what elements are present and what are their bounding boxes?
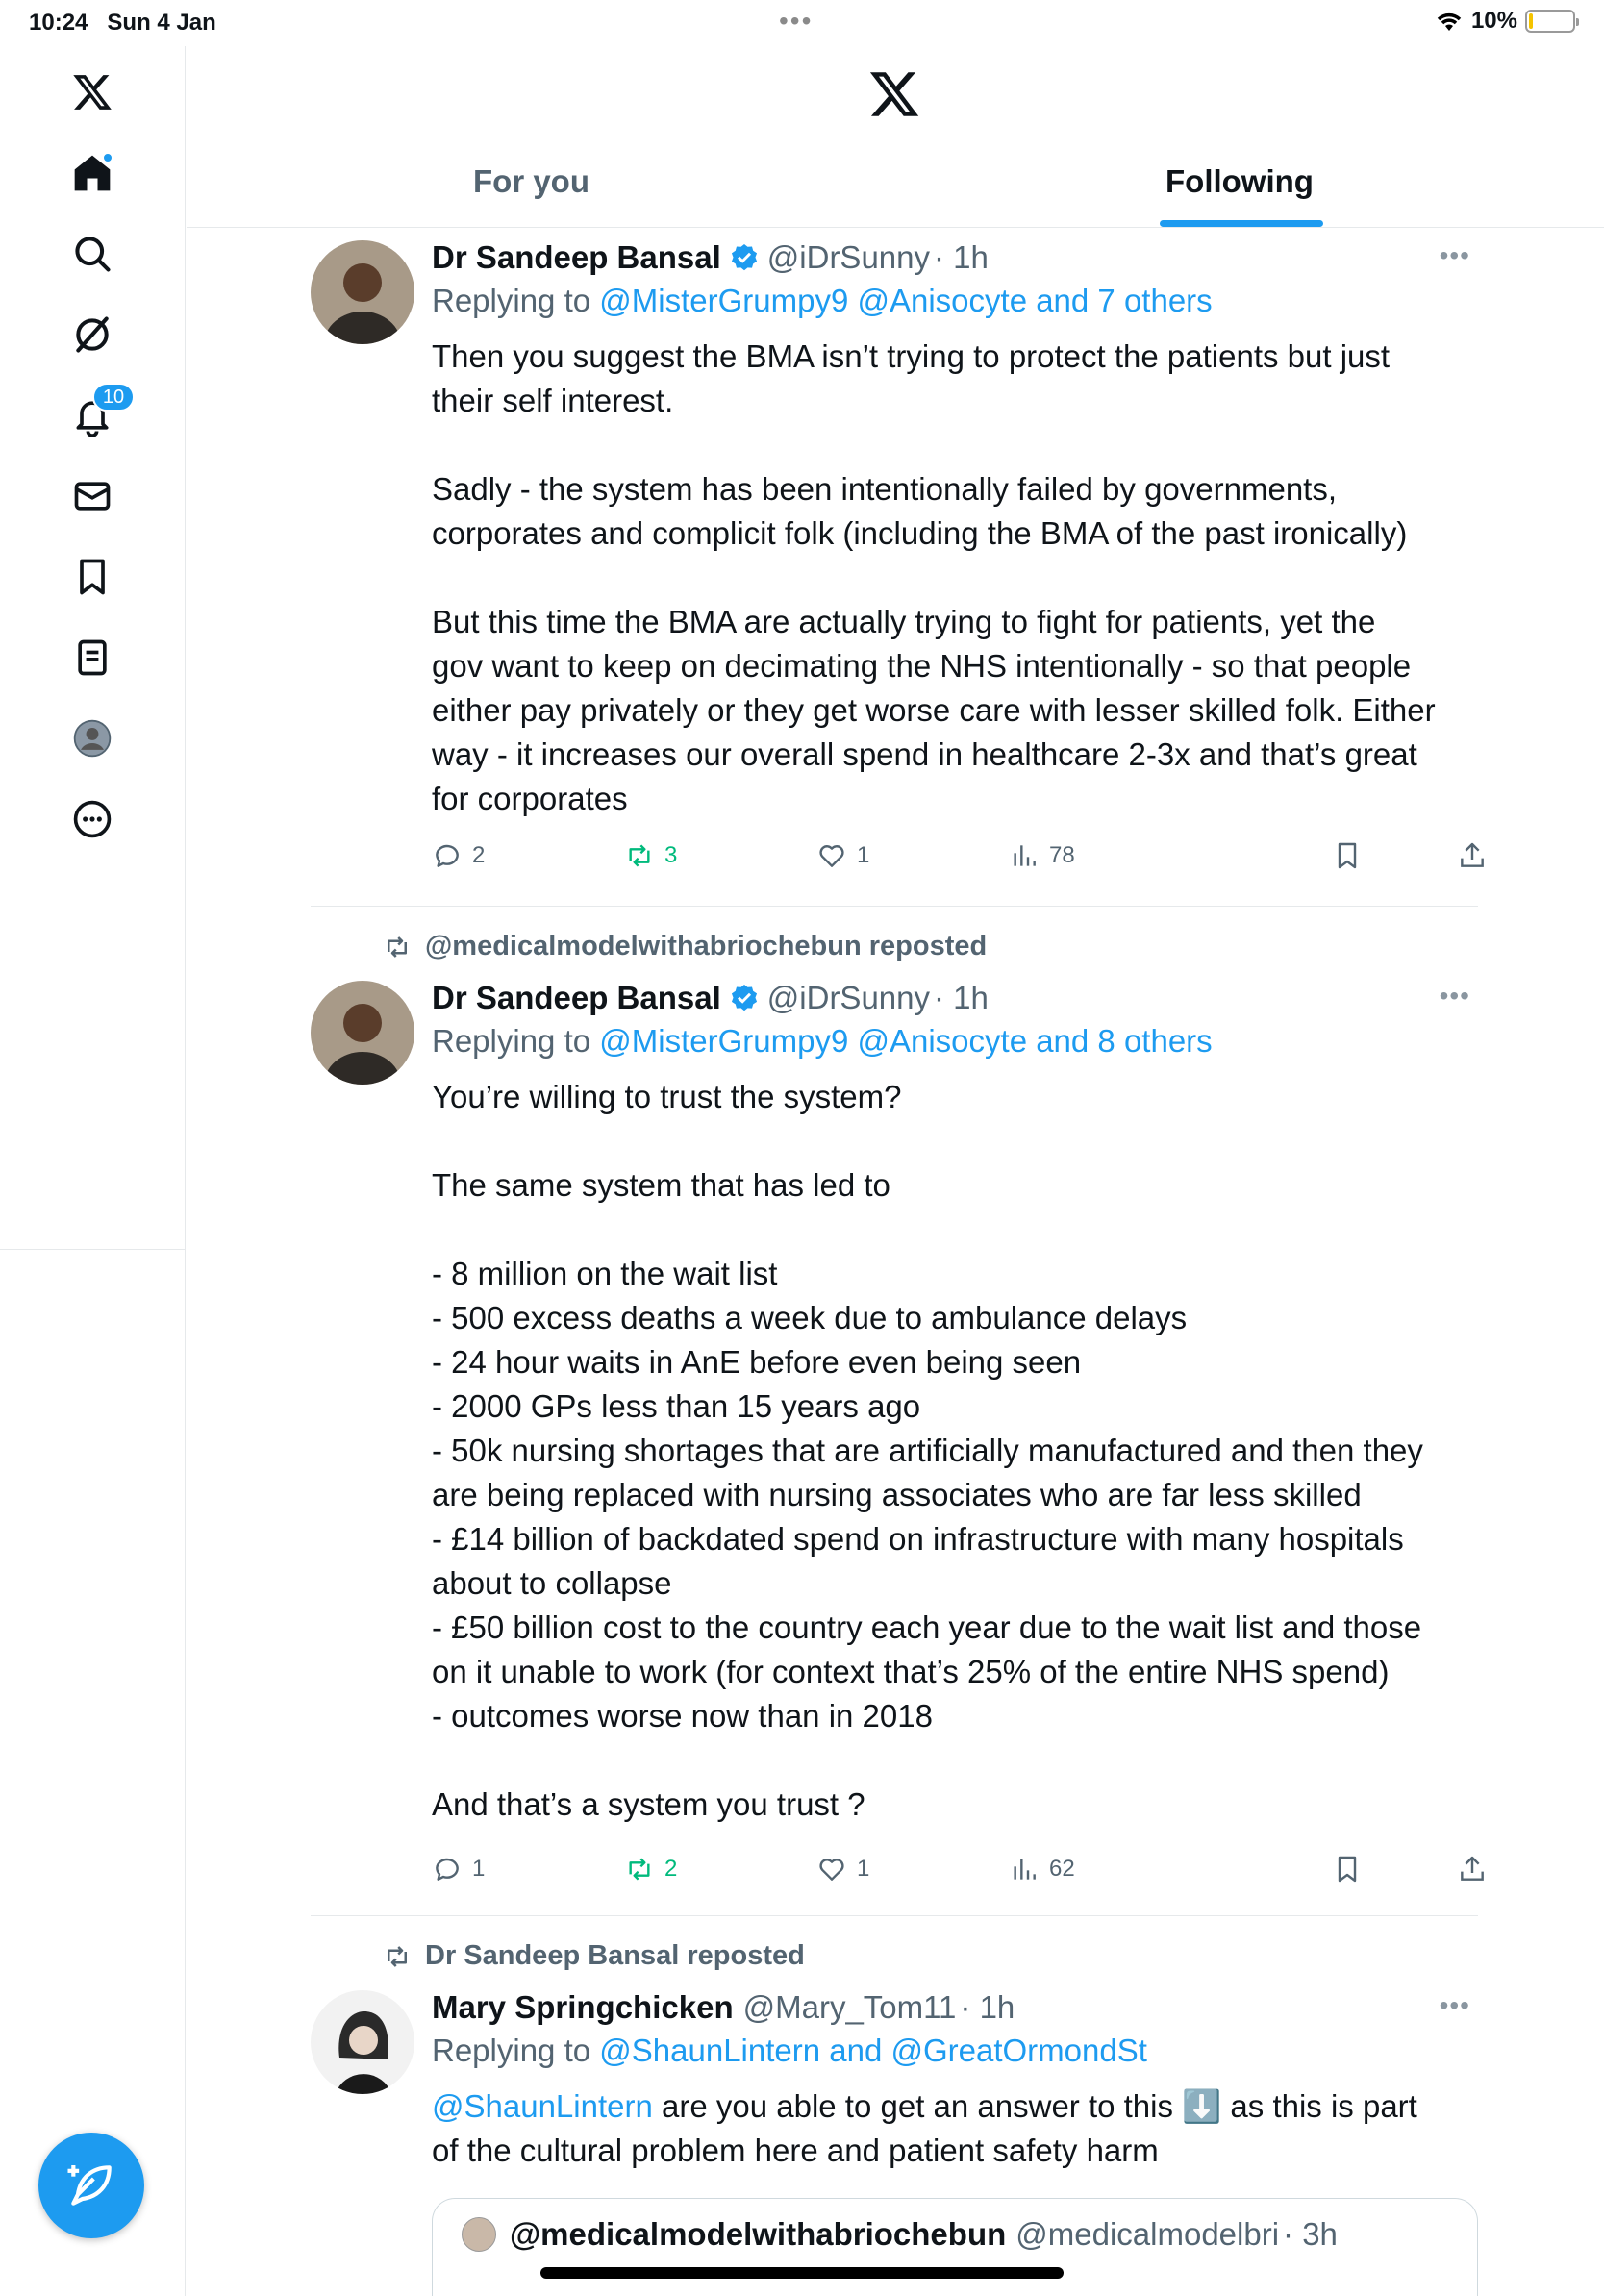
bell-icon[interactable] — [67, 387, 125, 440]
like-count: 1 — [857, 842, 870, 868]
quoted-tweet-time: · 3h — [1283, 2216, 1338, 2252]
author-name[interactable]: Mary Springchicken — [432, 1989, 734, 2025]
replying-to-links[interactable]: @ShaunLintern and @GreatOrmondSt — [599, 2033, 1147, 2068]
reposted-by[interactable]: Dr Sandeep Bansal reposted — [425, 1940, 805, 1971]
mention-link[interactable]: @ShaunLintern — [432, 2088, 653, 2124]
more-options-icon[interactable]: ••• — [1439, 981, 1470, 1011]
tweet-text: You’re willing to trust the system? The same system that has led to - 8 million on the wait list - 500 excess deaths a week due to ambulance delays - 24 hour waits in AnE before even being seen - 2000 GPs less than 15 years ago - 50k nursing shortages that are artificially manufactured and then they are being replaced with nursing associates who are far less skilled - £14 billion of backdated spend on infrastructure with many hospitals about to collapse - £50 billion cost to the country each year due to the wait list and those on it unable to work (for context that’s 25% of the entire NHS spend) - outcomes worse now than in 2018 And that’s a system you trust ? — [432, 1079, 1423, 1822]
tweet-time[interactable]: · 1h — [934, 980, 989, 1015]
author-handle[interactable]: @Mary_Tom11 — [742, 1989, 957, 2025]
tweet-divider — [311, 1915, 1478, 1916]
more-circle-icon[interactable] — [67, 794, 117, 844]
heart-icon — [816, 1854, 847, 1884]
grok-icon[interactable] — [67, 310, 117, 360]
compose-button[interactable] — [38, 2133, 144, 2238]
bookmark-button[interactable] — [1332, 1854, 1363, 1884]
like-button[interactable] — [816, 1854, 869, 1884]
quoted-tweet[interactable] — [432, 2198, 1478, 2296]
tweet-header — [432, 977, 1470, 1019]
views-button[interactable] — [1009, 1854, 1075, 1884]
reply-button[interactable] — [432, 1854, 485, 1884]
more-options-icon[interactable]: ••• — [1439, 240, 1470, 270]
sidebar — [0, 46, 186, 1250]
feather-plus-icon — [64, 2159, 118, 2212]
repost-icon — [383, 933, 412, 961]
quoted-tweet-header — [462, 2216, 1338, 2253]
repost-context — [383, 1940, 805, 1972]
views-chart-icon — [1009, 840, 1040, 871]
bookmark-icon — [1332, 840, 1363, 871]
quoted-author-name: @medicalmodelwithabriochebun — [510, 2216, 1007, 2252]
repost-count: 3 — [664, 842, 678, 868]
tab-for-you[interactable]: For you — [473, 163, 589, 199]
bookmark-icon — [1332, 1854, 1363, 1884]
author-handle[interactable]: @iDrSunny — [766, 980, 931, 1015]
quoted-avatar — [462, 2217, 496, 2252]
tweet-header — [432, 237, 1470, 279]
reply-button[interactable] — [432, 840, 485, 871]
like-count: 1 — [857, 1856, 870, 1882]
avatar[interactable] — [311, 1990, 414, 2094]
wifi-icon — [1435, 10, 1464, 33]
verified-badge-icon — [729, 983, 760, 1013]
tab-following[interactable]: Following — [1165, 163, 1314, 199]
reply-icon — [432, 840, 463, 871]
repost-icon — [624, 840, 655, 871]
search-icon[interactable] — [67, 229, 117, 279]
like-button[interactable] — [816, 840, 869, 871]
tweet-body — [432, 1986, 1470, 2173]
tweet-body — [432, 977, 1470, 1827]
views-chart-icon — [1009, 1854, 1040, 1884]
battery-level — [1529, 13, 1533, 29]
x-logo-icon[interactable] — [67, 67, 117, 117]
replying-to: Replying to @MisterGrumpy9 @Anisocyte and 7 others — [432, 283, 1213, 318]
tweet-header — [432, 1986, 1470, 2029]
views-button[interactable] — [1009, 840, 1075, 871]
replying-to-links[interactable]: @MisterGrumpy9 @Anisocyte and 8 others — [599, 1023, 1213, 1059]
share-icon — [1457, 1854, 1488, 1884]
verified-badge-icon — [729, 242, 760, 273]
share-button[interactable] — [1457, 1854, 1488, 1884]
home-indicator[interactable] — [540, 2267, 1064, 2279]
more-options-icon[interactable]: ••• — [1439, 1990, 1470, 2020]
repost-icon — [383, 1942, 412, 1971]
multitask-dots-icon[interactable]: ••• — [779, 6, 814, 36]
timeline-header — [187, 46, 1604, 228]
author-name[interactable]: Dr Sandeep Bansal — [432, 980, 721, 1015]
tweet-actions — [432, 1854, 1393, 1892]
author-name[interactable]: Dr Sandeep Bansal — [432, 239, 721, 275]
author-handle[interactable]: @iDrSunny — [766, 239, 931, 275]
replying-to: Replying to @ShaunLintern and @GreatOrmondSt — [432, 2033, 1147, 2068]
mail-icon[interactable] — [67, 471, 117, 521]
repost-icon — [624, 1854, 655, 1884]
replying-to-links[interactable]: @MisterGrumpy9 @Anisocyte and 7 others — [599, 283, 1213, 318]
tweet-divider — [311, 906, 1478, 907]
tweet-actions — [432, 840, 1393, 879]
repost-count: 2 — [664, 1856, 678, 1882]
tweet-time[interactable]: · 1h — [934, 239, 989, 275]
views-count: 78 — [1049, 842, 1075, 868]
avatar[interactable] — [311, 981, 414, 1085]
reply-icon — [432, 1854, 463, 1884]
repost-context — [383, 931, 987, 962]
views-count: 62 — [1049, 1856, 1075, 1882]
share-icon — [1457, 840, 1488, 871]
avatar[interactable] — [311, 240, 414, 344]
status-right — [1435, 8, 1575, 35]
status-bar — [0, 0, 1604, 46]
replying-to: Replying to @MisterGrumpy9 @Anisocyte and 8 others — [432, 1023, 1213, 1059]
active-tab-indicator — [1160, 220, 1323, 227]
bookmark-icon[interactable] — [67, 552, 117, 602]
share-button[interactable] — [1457, 840, 1488, 871]
tweet-text: @ShaunLintern are you able to get an answer to this ⬇️ as this is part of the cultural problem here and patient safety harm — [432, 2088, 1417, 2168]
bookmark-button[interactable] — [1332, 840, 1363, 871]
home-badge-dot — [102, 152, 113, 163]
status-time: 10:24 Sun 4 Jan — [29, 10, 216, 36]
repost-button[interactable] — [624, 1854, 677, 1884]
x-logo-icon[interactable] — [867, 67, 921, 121]
reply-count: 1 — [472, 1856, 486, 1882]
home-icon[interactable] — [67, 148, 117, 198]
battery-percent: 10% — [1470, 8, 1517, 34]
battery-icon — [1525, 10, 1575, 33]
profile-icon[interactable] — [67, 713, 117, 763]
reposted-by[interactable]: @medicalmodelwithabriochebun reposted — [425, 931, 988, 961]
tweet-time[interactable]: · 1h — [960, 1989, 1015, 2025]
repost-button[interactable] — [624, 840, 677, 871]
list-icon[interactable] — [67, 633, 117, 683]
tweet-body — [432, 237, 1470, 821]
notifications-badge: 10 — [92, 383, 135, 412]
quoted-author-handle: @medicalmodelbri — [1015, 2216, 1280, 2252]
heart-icon — [816, 840, 847, 871]
tweet-text: Then you suggest the BMA isn’t trying to protect the patients but just their self interest. Sadly - the system has been intentionally failed by governments, corporates and complicit folk (including the BMA of the past ironically) But this time the BMA are actually trying to fight for patients, yet the gov want to keep on decimating the NHS intentionally - so that people either pay privately or they get worse care with lesser skilled folk. Either way - it increases our overall spend in healthcare 2-3x and that’s great for corporates — [432, 338, 1436, 816]
reply-count: 2 — [472, 842, 486, 868]
